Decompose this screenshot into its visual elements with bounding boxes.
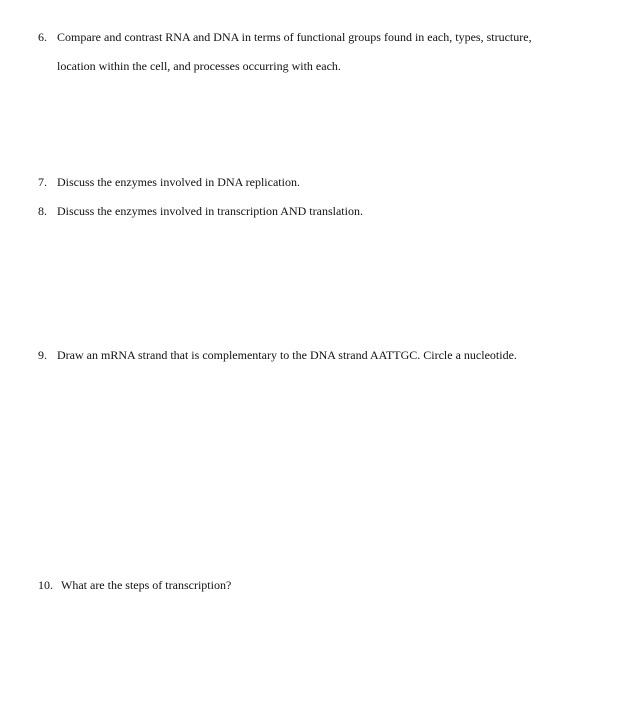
question-number: 9. (38, 348, 47, 362)
question-text-line-2: location within the cell, and processes occurring with each. (57, 59, 341, 73)
question-text-line-1: Compare and contrast RNA and DNA in terms of functional groups found in each, types, structure, (57, 30, 532, 44)
question-number: 8. (38, 204, 47, 218)
question-text: What are the steps of transcription? (61, 578, 232, 592)
question-text: Discuss the enzymes involved in transcription AND translation. (57, 204, 363, 218)
question-text: Discuss the enzymes involved in DNA replication. (57, 175, 300, 189)
question-number: 10. (38, 578, 53, 592)
question-text: Draw an mRNA strand that is complementary to the DNA strand AATTGC. Circle a nucleotide. (57, 348, 517, 362)
question-number: 6. (38, 30, 47, 44)
question-number: 7. (38, 175, 47, 189)
